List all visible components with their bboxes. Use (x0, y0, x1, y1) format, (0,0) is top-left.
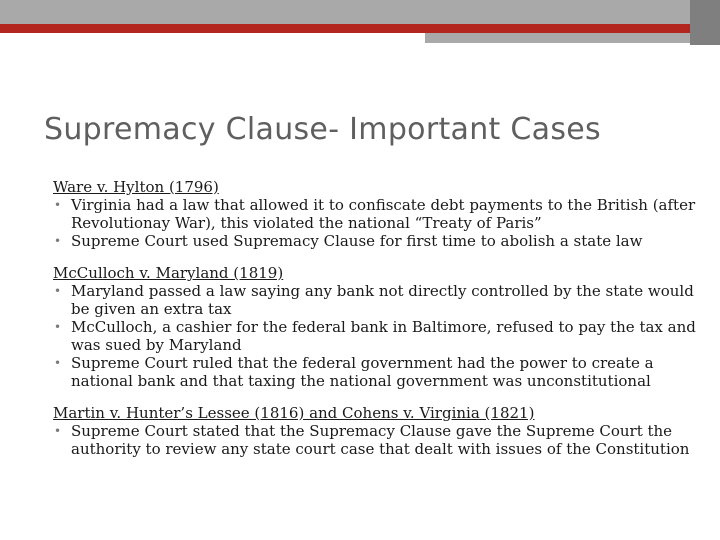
bullet-icon: • (54, 234, 62, 248)
slide-title: Supremacy Clause- Important Cases (44, 112, 601, 147)
case-block (53, 178, 703, 250)
header-bar-red-line (0, 24, 690, 33)
bullet-icon: • (54, 284, 62, 298)
case-title: McCulloch v. Maryland (1819) (53, 264, 284, 282)
header-bar-dark-block (690, 0, 720, 45)
case-title: Martin v. Hunter’s Lessee (1816) and Cohens v. Virginia (1821) (53, 404, 535, 422)
bullet-item (53, 318, 703, 354)
bullet-item (53, 196, 703, 232)
bullet-text: McCulloch, a cashier for the federal bank in Baltimore, refused to pay the tax and was sued by Maryland (71, 318, 696, 354)
header-bar-gray-strip (425, 33, 690, 43)
bullet-icon: • (54, 424, 62, 438)
case-title: Ware v. Hylton (1796) (53, 178, 219, 196)
bullet-item (53, 282, 703, 318)
bullet-text: Virginia had a law that allowed it to confiscate debt payments to the British (after Revolutionay War), this violated the national “Treaty of Paris” (71, 196, 696, 232)
bullet-list (53, 282, 703, 390)
bullet-list (53, 196, 703, 250)
bullet-icon: • (54, 320, 62, 334)
slide-content (53, 178, 703, 472)
bullet-text: Supreme Court used Supremacy Clause for first time to abolish a state law (71, 232, 643, 250)
bullet-icon: • (54, 198, 62, 212)
bullet-item (53, 422, 703, 458)
decorative-header-bar (0, 0, 720, 45)
bullet-icon: • (54, 356, 62, 370)
bullet-item (53, 232, 703, 250)
bullet-text: Supreme Court stated that the Supremacy Clause gave the Supreme Court the authority to review any state court case that dealt with issues of the Constitution (71, 422, 690, 458)
bullet-item (53, 354, 703, 390)
case-block (53, 264, 703, 390)
case-block (53, 404, 703, 458)
bullet-text: Supreme Court ruled that the federal government had the power to create a national bank and that taxing the national government was unconstitutional (71, 354, 654, 390)
bullet-text: Maryland passed a law saying any bank not directly controlled by the state would be given an extra tax (71, 282, 694, 318)
header-bar-gray-band (0, 0, 690, 24)
bullet-list (53, 422, 703, 458)
